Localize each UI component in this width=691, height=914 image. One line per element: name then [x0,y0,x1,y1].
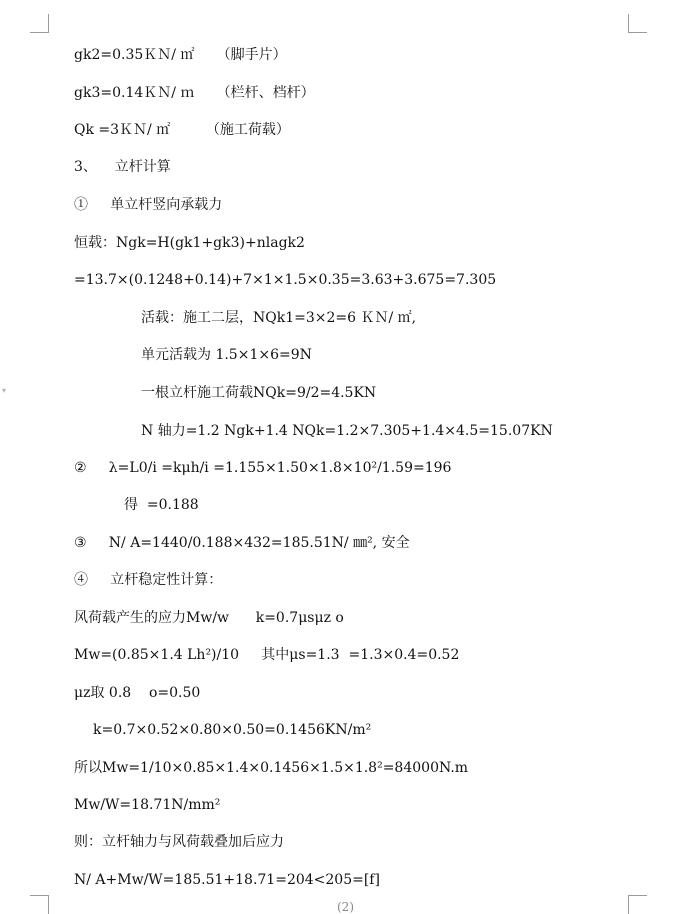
text-line: 活载：施工二层，NQk1=3×2=6 ＫＮ/ ㎡, [141,310,417,326]
formula-line: N/ A+Mw/W=185.51+18.71=204<205=[f] [74,872,380,888]
text-line: Qk =3ＫＮ/ ㎡ （施工荷载） [74,122,290,138]
section-heading: 3、 立杆计算 [74,159,171,175]
formula-line: =13.7×(0.1248+0.14)+7×1×1.5×0.35=3.63+3.675=7.305 [74,272,497,288]
page-number: (2) [337,900,354,913]
formula-line: ② λ=L0/i =kμh/i =1.155×1.50×1.8×10²/1.59=196 [74,460,452,476]
text-line: μz取 0.8 ο=0.50 [74,685,201,701]
formula-line: 所以Mw=1/10×0.85×1.4×0.1456×1.5×1.8²=84000N.m [74,760,469,776]
text-line: 则：立杆轴力与风荷载叠加后应力 [74,834,284,850]
text-line: 一根立杆施工荷载NQk=9/2=4.5KN [141,385,377,401]
text-line: 单元活载为 1.5×1×6=9N [141,347,312,363]
crop-mark-top-left [30,14,49,33]
text-line: gk3=0.14ＫＮ/ ｍ （栏杆、档杆） [74,85,315,101]
text-line: 得 =0.188 [124,497,199,513]
formula-line: Mw/W=18.71N/mm² [74,797,221,813]
formula-line: k=0.7×0.52×0.80×0.50=0.1456KN/m² [93,722,372,738]
subsection-heading: ④ 立杆稳定性计算： [74,572,223,588]
text-line: 风荷载产生的应力Mw/w k=0.7μsμz ο [74,610,344,626]
margin-marker-icon: ▾ [2,386,7,395]
formula-line: ③ N/ A=1440/0.188×432=185.51N/ ㎜², 安全 [74,535,410,551]
crop-mark-top-right [628,14,647,33]
subsection-heading: ① 单立杆竖向承载力 [74,197,223,213]
formula-line: Mw=(0.85×1.4 Lh²)/10 其中μs=1.3 =1.3×0.4=0.52 [74,647,460,663]
text-line: gk2=0.35ＫＮ/ ㎡ （脚手片） [74,47,287,63]
formula-line: N 轴力=1.2 Ngk+1.4 NQk=1.2×7.305+1.4×4.5=15.07KN [141,423,553,439]
text-line: 恒载：Ngk=H(gk1+gk3)+nlagk2 [74,235,305,251]
